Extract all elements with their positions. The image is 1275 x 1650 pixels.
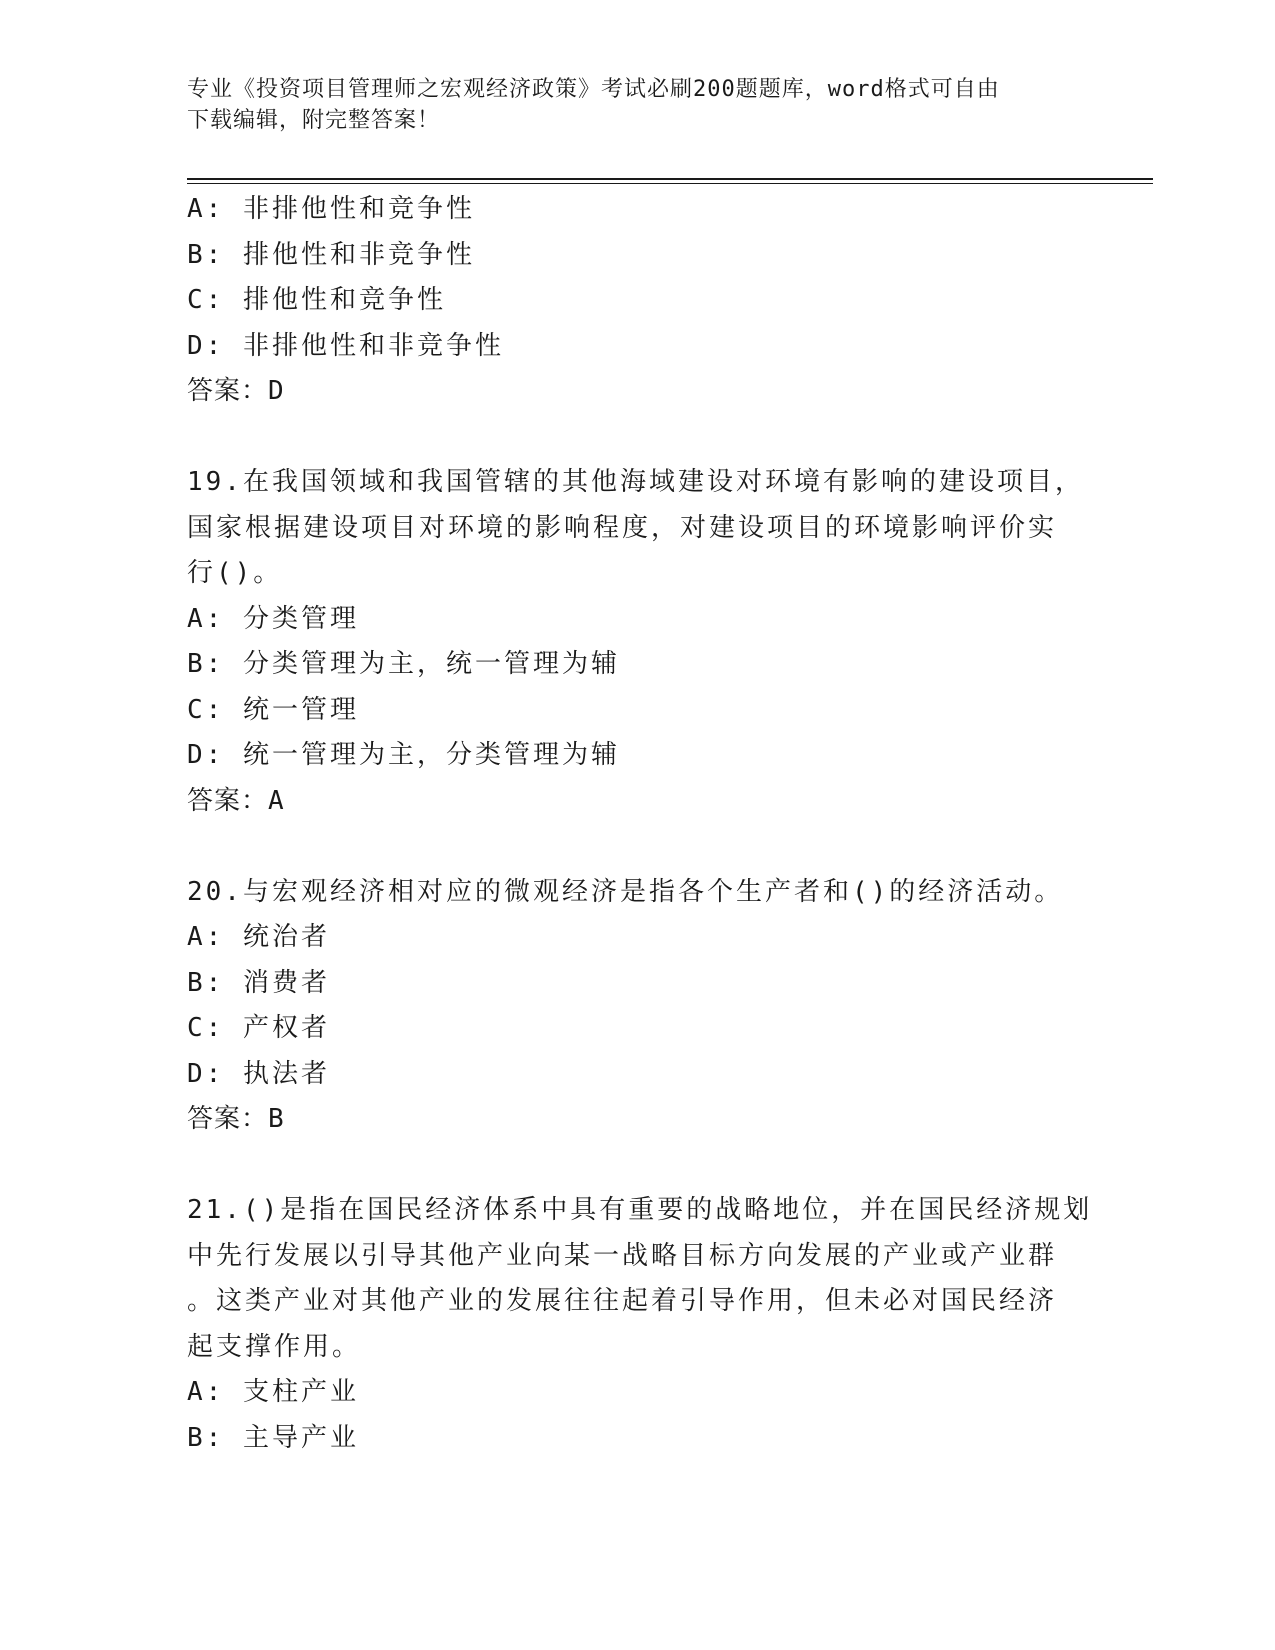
option-a: A: 支柱产业 [187, 1377, 359, 1407]
answer: 答案：A [187, 785, 285, 816]
question-gap [187, 824, 1077, 870]
question-21 [187, 1188, 1093, 1461]
question-stem-line: 20.与宏观经济相对应的微观经济是指各个生产者和()的经济活动。 [187, 876, 1064, 907]
option-b: B: 主导产业 [187, 1422, 359, 1453]
option-a: A: 统治者 [187, 922, 330, 952]
question-20 [187, 870, 1077, 1143]
option-b: B: 分类管理为主，统一管理为辅 [187, 649, 620, 679]
question-gap [187, 1143, 1077, 1189]
header-line-1: 专业《投资项目管理师之宏观经济政策》考试必刷200题题库，word格式可自由 [187, 77, 1000, 102]
option-c: C: 排他性和竞争性 [187, 285, 446, 315]
option-c: C: 统一管理 [187, 694, 359, 725]
question-stem-line: 。这类产业对其他产业的发展往往起着引导作用，但未必对国民经济 [187, 1286, 1058, 1316]
question-stem-line: 行()。 [187, 558, 283, 588]
option-c: C: 产权者 [187, 1013, 330, 1043]
question-stem-line: 起支撑作用。 [187, 1331, 362, 1362]
option-d: D: 执法者 [187, 1058, 330, 1089]
option-b: B: 消费者 [187, 967, 330, 998]
option-d: D: 统一管理为主，分类管理为辅 [187, 740, 620, 770]
question-list [187, 187, 1093, 1461]
question-stem-line: 19.在我国领域和我国管辖的其他海域建设对环境有影响的建设项目， [187, 467, 1084, 497]
question-19 [187, 460, 1084, 824]
header-divider-thin [187, 183, 1153, 184]
document-header [187, 74, 1067, 136]
option-b: B: 排他性和非竞争性 [187, 239, 475, 270]
option-d: D: 非排他性和非竞争性 [187, 330, 504, 361]
option-a: A: 非排他性和竞争性 [187, 194, 475, 224]
question-stem-line: 中先行发展以引导其他产业向某一战略目标方向发展的产业或产业群 [187, 1240, 1058, 1271]
header-line-2: 下载编辑，附完整答案！ [187, 108, 441, 133]
question-stem-line: 国家根据建设项目对环境的影响程度，对建设项目的环境影响评价实 [187, 512, 1058, 543]
question-18 [187, 187, 1077, 415]
header-divider-thick [187, 178, 1153, 180]
option-a: A: 分类管理 [187, 603, 359, 634]
question-stem-line: 21.()是指在国民经济体系中具有重要的战略地位，并在国民经济规划 [187, 1195, 1093, 1225]
answer: 答案：D [187, 376, 285, 406]
question-gap [187, 415, 1077, 461]
answer: 答案：B [187, 1104, 285, 1134]
